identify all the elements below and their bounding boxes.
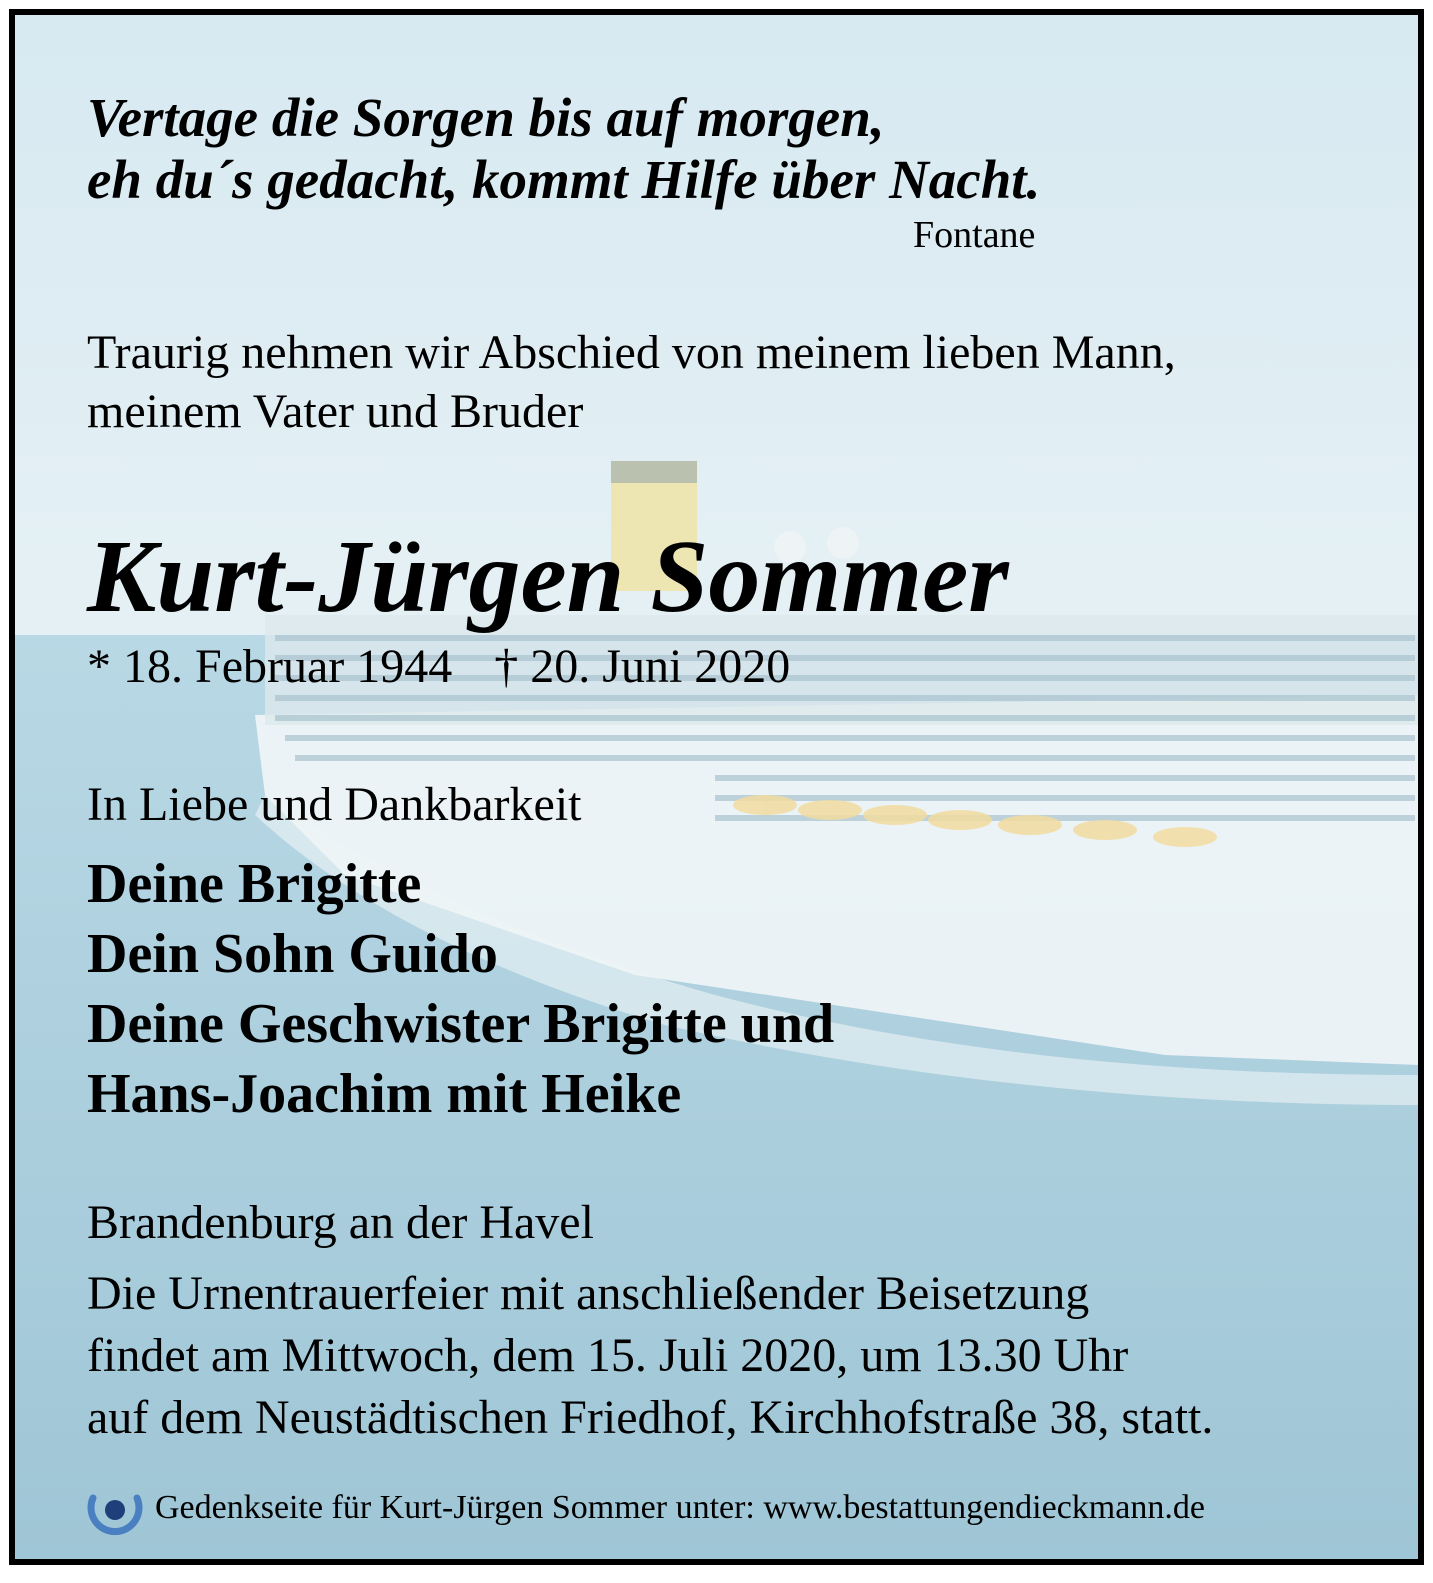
intro-line: Traurig nehmen wir Abschied von meinem lieben Mann,: [87, 326, 1176, 379]
mourners-heading: In Liebe und Dankbarkeit: [87, 778, 582, 831]
quote-line: Vertage die Sorgen bis auf morgen,: [87, 87, 885, 148]
service-line: findet am Mittwoch, dem 15. Juli 2020, um 13.30 Uhr: [87, 1329, 1129, 1382]
death-date: † 20. Juni 2020: [494, 640, 791, 693]
mourner-line: Deine Brigitte: [87, 853, 422, 915]
service-line: auf dem Neustädtischen Friedhof, Kirchhofstraße 38, statt.: [87, 1391, 1214, 1444]
quote-line: eh du´s gedacht, kommt Hilfe über Nacht.: [87, 149, 1041, 210]
birth-date: * 18. Februar 1944: [87, 640, 453, 693]
obituary-notice: [9, 9, 1424, 1565]
place: Brandenburg an der Havel: [87, 1196, 594, 1249]
life-dates: [87, 639, 790, 694]
mourner-line: Hans-Joachim mit Heike: [87, 1063, 682, 1125]
funeral-home-logo-icon: [85, 1486, 145, 1546]
mourner-line: Deine Geschwister Brigitte und: [87, 993, 835, 1055]
memorial-page-link[interactable]: Gedenkseite für Kurt-Jürgen Sommer unter: www.bestattungendieckmann.de: [155, 1489, 1205, 1526]
deceased-name: Kurt-Jürgen Sommer: [87, 519, 1009, 634]
mourner-line: Dein Sohn Guido: [87, 923, 498, 985]
quote-author: Fontane: [913, 214, 1036, 256]
service-line: Die Urnentrauerfeier mit anschließender Beisetzung: [87, 1267, 1090, 1320]
intro-line: meinem Vater und Bruder: [87, 385, 584, 438]
